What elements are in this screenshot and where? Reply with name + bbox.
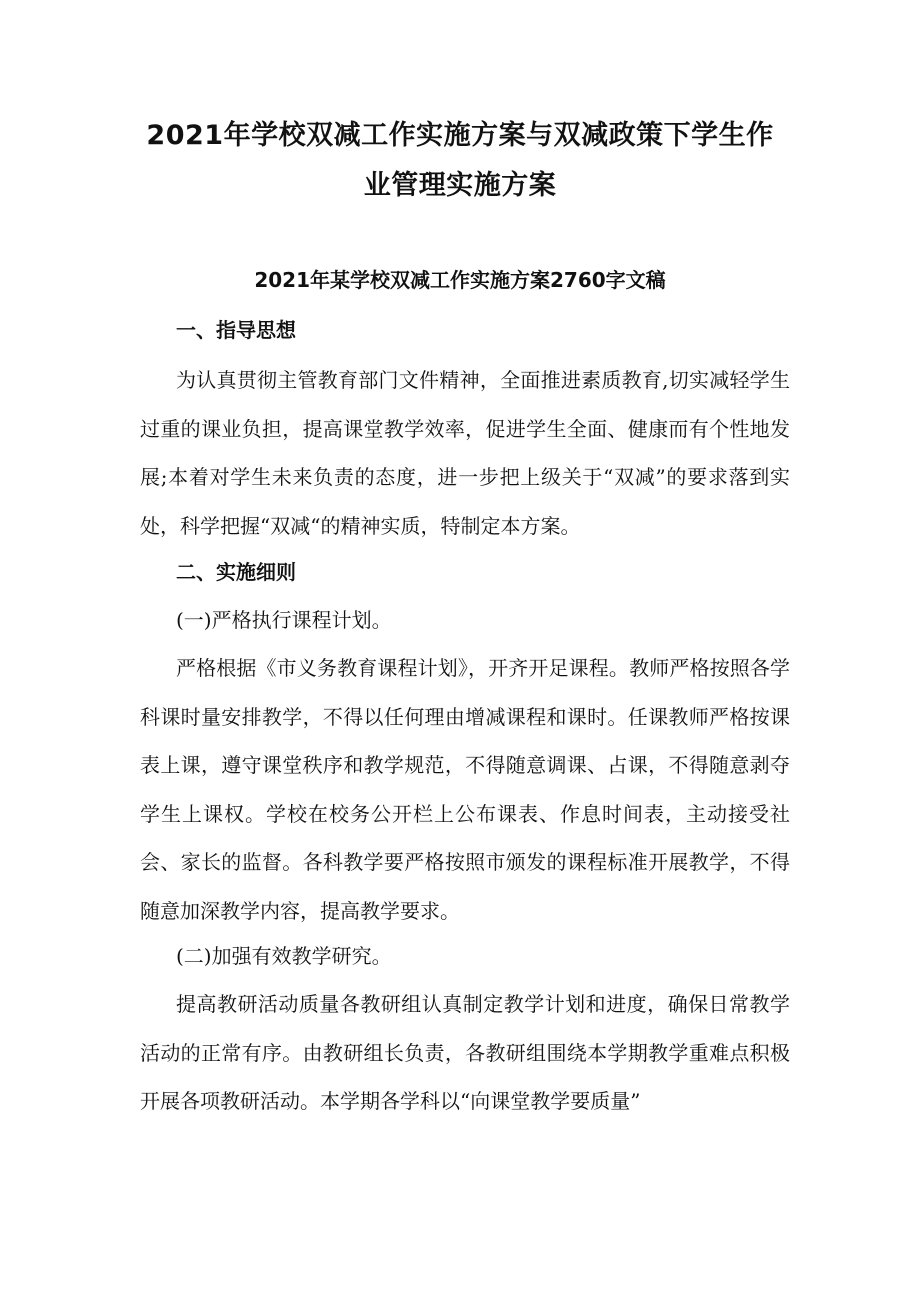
paragraph-teaching-research: 提高教研活动质量各教研组认真制定教学计划和进度，确保日常教学活动的正常有序。由教研组长负责，各教研组围绕本学期教学重难点积极开展各项教研活动。本学期各学科以“向课堂教学要质量”	[140, 992, 790, 1113]
section-heading-implementation-rules: 二、实施细则	[176, 560, 296, 584]
sub-item-title-2: (二)加强有效教学研究。	[176, 944, 392, 968]
document-title-line-1: 2021年学校双减工作实施方案与双减政策下学生作	[146, 120, 774, 151]
section-heading-guiding-ideology: 一、指导思想	[176, 318, 296, 342]
paragraph-curriculum-plan: 严格根据《市义务教育课程计划》，开齐开足课程。教师严格按照各学科课时量安排教学，不得以任何理由增减课程和课时。任课教师严格按课表上课，遵守课堂秩序和教学规范，不得随意调课、占课，不得随意剥夺学生上课权。学校在校务公开栏上公布课表、作息时间表，主动接受社会、家长的监督。各科教学要严格按照市颁发的课程标准开展教学，不得随意加深教学内容，提高教学要求。	[140, 656, 790, 923]
document-subtitle: 2021年某学校双减工作实施方案2760字文稿	[254, 268, 666, 292]
sub-item-title-1: (一)严格执行课程计划。	[176, 608, 392, 632]
paragraph-guiding-ideology: 为认真贯彻主管教育部门文件精神，全面推进素质教育,切实减轻学生过重的课业负担，提高课堂教学效率，促进学生全面、健康而有个性地发展;本着对学生未来负责的态度，进一步把上级关于“双减”的要求落到实处，科学把握“双减“的精神实质，特制定本方案。	[140, 368, 790, 538]
document-title-line-2: 业管理实施方案	[363, 170, 557, 201]
